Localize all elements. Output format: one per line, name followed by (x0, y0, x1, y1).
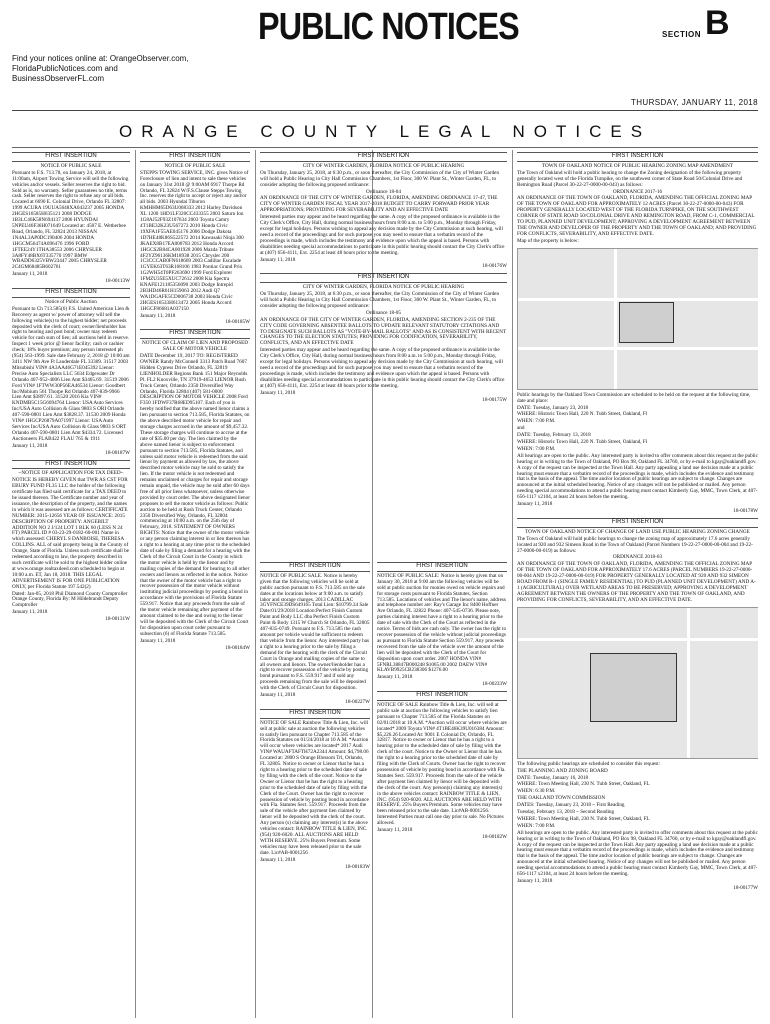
notice-tax-deed (12, 460, 130, 624)
schedule-line: WHERE: Historic Town Hall, 220 N. Tubb Street, Oakland, Fl (517, 411, 648, 418)
ordinance-text: AN ORDINANCE OF THE TOWN OF OAKLAND, FLORIDA, AMENDING THE OFFICIAL ZONING MAP OF THE TOWN OF OAKLAND FOR APPROXIMATELY 17.6 ACRES (PARCEL NUMBERS 19-22-27-0000-00-004 AND 19-22-27-0000-00-019) FOR PROPERTY GENERALLY LOCATED AT 920 AND 932 SIMEON ROAD FROM R-1 (SINGLE FAMILY RESIDENTIAL) TO PUD (PLANNED UNIT DEVELOPMENT) AND A-1 (AGRICULTURAL) OVER WETLAND AREAS TO BE PRESERVED; APPROVING A DEVELOPMENT AGREEMENT BETWEEN THE OWNERS OF THE PROPERTY AND THE TOWN OF OAKLAND, AND PROVIDING FOR CONFLICTS, SEVERABILITY, AND AN EFFECTIVE DATE. (517, 561, 756, 603)
masthead-rule (12, 110, 758, 111)
notice-date: January 11, 2018 (140, 312, 176, 319)
notice-rainbow-title-1 (260, 709, 370, 871)
notice-signature: Dated: Jan-05, 2018 Phil Diamond County Comptroller Orange County, Florida By: M Hildebrandt Deputy Comptroller (12, 590, 128, 609)
notice-body: Pursuant to F.S. 713.78, on January 24, 2018, at 11:00am, Airport Towing Service will sell the following vehicles and/or vessels. Seller reserves the right to bid. Sold as is, no warranty. Seller guarantees no title, terms cash. Seller reserves the right to refuse any or all bids. Located at 6690 E. Colonial Drive, Orlando FL 32807: 1999 ACURA 19UUA5648XA043237 2005 HONDA 2HGES16585H635121 2008 DODGE 1B3LC46K58N694137 2006 HYUNDAI 5NPEU46F36H071649 Located at: 4507 E. Wetherbee Road, Orlando, FL 32824 2013 NISSAN 1N4AL3AP0DC190406 2004 HONDA 1HGCM56474A096476 1996 FORD 1FTEE24Y1THA38553 2006 CHRYSLER 3A8FY48BX6T335770 1997 BMW WBADD6325VBW23447 2005 CHRYSLER 2C4GM68485R602761 (12, 169, 129, 271)
schedule-line: THE OAKLAND TOWN COMMISSION (517, 795, 606, 802)
notice-body: On Thursday, January 25, 2018, at 6:30 p.m., or soon thereafter, the City Commission of the City of Winter Garden will hold a Public Hearing in City Hall Commission Chambers, 1st Floor, 300 W. Plant St., Winter Garden, FL, to consider adopting the following proposed ordinance: (260, 169, 500, 188)
page-subtitle: ORANGE COUNTY LEGAL NOTICES (118, 122, 652, 141)
schedule-line: DATE: Tuesday, January 16, 2018 (517, 774, 589, 781)
notice-date: January 11, 2018 (517, 878, 553, 884)
notice-public-sale-airport-towing (12, 152, 130, 285)
masthead-links (12, 54, 189, 84)
notice-body: NOTICE OF SALE Rainbow Title & Lien, Inc. will sell at public sale at auction the following vehicles to satisfy lien pursuant to Chapter 713.585 of the Florida Statutes on 01/24/2018 at 10 A.M. *Auction will occur where vehicles are located* 2017 Audi VIN# WAUAFTAFTH72A2344 Amount: $4,798.06 Located at: 2800 S Orange Blossom Trl, Orlando, FL 32805. Notice to owner or Lienor that he has a right to a hearing prior to the scheduled date of sale by filing with the clerk of the court. Notice to the Owner or Lienor that he has the right to a hearing prior to the scheduled date of sale by filing with the Clerk of the Court. Owner has the right to recover possession of vehicle by posting bond in accordance with Fla. Statutes Sect. 559.917. Proceeds from the sale of the vehicle after payment lien claimed by lienor will be deposited with the clerk of the court. Any person (s) claiming any interest(s) in the above vehicles contact: RAINBOW TITLE & LIEN, INC. (954) 920-6020. ALL AUCTIONS ARE HELD WITH RESERVE. 25% Buyers Premium. Some vehicles may have been released prior to the sale date. Lic#AB-0001256 (260, 719, 369, 856)
insertion-label: FIRST INSERTION (260, 709, 370, 719)
insertion-label: FIRST INSERTION (140, 329, 250, 339)
notice-title: CITY OF WINTER GARDEN, FLORIDA NOTICE OF PUBLIC HEARING (302, 162, 465, 169)
notice-body: DATE December 19, 2017 TO: REGISTERED OWNER Randy McConnell 3313 Patch Road 7607 Hidden Cypress Drive Orlando, FL 32819 LIENHOLDER Regions Bank 151 Major Reynolds Pl. FL2 Knoxville, TN 37919-4653 LIENOR Rush Truck Center, Orlando 2350 Diversified Way Orlando, Florida 32804 (407) 581-0000 DESCRIPTION OF MOTOR VEHICLE 2008 Ford F350 1FDWF37R68ED95107. Each of you is hereby notified that the above named lienor claims a lien pursuant to section 713.585, Florida Statutes, on the above described motor vehicle for repair and storage charges accrued in the amount of $9,457.32. These storage charges will continue to accrue at the rate of $35.00 per day. The lien claimed by the above named lienor is subject to enforcement pursuant to section 713.585, Florida Statutes, and unless said motor vehicle is redeemed from the said lienor by payment as allowed by law, the above described motor vehicle may be sold to satisfy the lien. If the motor vehicle is not redeemed and remains unclaimed or charges for repair and storage remain unpaid, the vehicle may be sold after 60 days free of all prior liens whatsoever, unless otherwise provided by court order. The above designated lienor proposes to sell the motor vehicle as follows: Public auction to be held at Rush Truck Center, Orlando 2350 Diversified Way, Orlando, FL 32804 commencing at 10:00 a.m. on the 25th day of February, 2018. STATEMENT OF OWNERS RIGHTS: Notice that the owner of the motor vehicle or any person claiming interest in or lien thereon has a right to a hearing at any time prior to the scheduled date of sale by filing a demand for a hearing with the Clerk of the Circuit Court in the County in which the motor vehicle is held by the lienor and by mailing copies of the demand for hearing to all other owners and lienors as reflected in the notice. Notice that the owner of the motor vehicle has a right to recover possession of the motor vehicle without instituting judicial proceedings by posting a bond in accordance with the provisions of Florida Statute 559.917. Notice that any proceeds from the sale of the motor vehicle remaining after payment of the amount claimed to be due and owing to the lienor will be deposited with the Clerk of the Circuit Court for disposition upon court order pursuant to subsection (6) of Florida Statute 713.585. (140, 353, 250, 637)
notice-ref: 18-00177W (733, 884, 758, 891)
notice-date: January 11, 2018 (260, 856, 296, 863)
notice-title: NOTICE OF CLAIM OF LIEN AND PROPOSED SALE OF MOTOR VEHICLE (141, 340, 249, 353)
insertion-label: FIRST INSERTION (517, 152, 758, 162)
subtitle-rule (12, 147, 758, 148)
notice-title: Notice of Public Auction (45, 298, 97, 305)
column-1 (12, 152, 130, 1018)
notice-title: CITY OF WINTER GARDEN, FLORIDA NOTICE OF PUBLIC HEARING (302, 284, 465, 291)
schedule-line: WHERE: Town Meeting Hall, 230 N. Tubb Street, Oakland, FL (517, 781, 650, 788)
notice-ref: 18-00113W (105, 278, 130, 285)
schedule-line: WHEN: 7:00 P.M. (517, 445, 556, 452)
notice-rainbow-title-2 (377, 691, 507, 841)
insertion-label: FIRST INSERTION (517, 518, 758, 528)
notice-title: TOWN OF OAKLAND NOTICE OF PUBLIC HEARING ZONING MAP AMENDMENT (541, 162, 734, 169)
masthead-link-line: BusinessObserverFL.com (12, 74, 105, 83)
section-title: PUBLIC NOTICES (258, 6, 519, 48)
insertion-label: FIRST INSERTION (260, 152, 507, 162)
notice-stepps-towing (140, 152, 250, 326)
notice-oakland-zoning-map (517, 152, 758, 515)
insertion-label: FIRST INSERTION (12, 288, 130, 298)
notice-date: January 11, 2018 (260, 692, 296, 699)
notice-date: January 11, 2018 (12, 271, 48, 278)
ordinance-number: ORDINANCE 2018-03 (612, 554, 663, 561)
column-5 (517, 152, 758, 1018)
map-road (518, 347, 758, 350)
notice-ref: 18-00175W (482, 396, 507, 403)
notice-title: NOTICE OF PUBLIC SALE (164, 162, 226, 169)
notice-ref: 18-00183W (345, 863, 370, 870)
notice-body: Pursuant to Ch 713.585(6) F.S. United American Lien & Recovery as agent w/ power of attorney will sell the following vehicle(s) to the highest bidder; net proceeds deposited with the clerk of court; owner/lienholder has right to hearing and post bond; owner may redeem vehicle for cash sum of lien; all auctions held in reserve. Inspect 1 week prior @ lienor facility; cash or cashier check; 18% buyer premium; any person interested ph (954) 563-1999. Sale date February 2, 2018 @ 10:00 am 3411 NW 9th Ave Ft Lauderdale FL 33309. 31517 2003 Mitsubishi VIN# 4A3AA46G71E045392 Lienor: Precise Auto Specialists LLC 5634 Edgewater Dr Orlando 407-952-4006 Lien Amt $3465.69. 31519 2006 Ford VIN# 1FTWW30P56EA46534 Lienor: Goodbert Inc/Mobium 561 Thorpe Rd Orlando 407-839-9966 Lien Amt $3897.61. 31520 2016 Kia VIN# KNDMB5C15G6094764 Lienor: USA Auto Services Inc/USA Auto Collision & Glass 9803 S ORI Orlando 407-590-0801 Lien Amt $3828.37. 31530 2009 Honda VIN# 1HGCP26879A071997 Lienor: USA Auto Services Inc/USA Auto Collision & Glass 9803 S ORT Orlando 407-590-0801 Lien Amt $4334.72. Licensed Auctioneers FLAB422 FLAU 765 & 1911 (12, 305, 130, 442)
notice-ref: 18-00227W (345, 698, 370, 705)
insertion-label: FIRST INSERTION (377, 562, 507, 572)
schedule-line: DATE: Tuesday, January 23, 2018 (517, 404, 589, 411)
schedule-line: WHEN: 6:30 P.M. (517, 788, 556, 795)
issue-date: THURSDAY, JANUARY 11, 2018 (630, 98, 758, 107)
notice-body: NOTICE OF SALE Rainbow Title & Lien, Inc. will sell at public sale at auction the following vehicles to satisfy lien pursuant to Chapter 713.585 of the Florida Statutes on 02/01/2018 at 10 A.M. *Auction will occur where vehicles are located* 2009 Toyota VIN# 4T1BE46K39U016384 Amount: $5,226.26 Located At: 9001 E Colonial Dr, Orlando, FL 32817. Notice to owner or Lienor that he has a right to a hearing prior to the scheduled date of sale by filing with the clerk of the court. Notice to the Owner or Lienor that he has the right to a hearing prior to the scheduled date of sale by filing with the Clerk of Courts. Owner has the right to recover possession of vehicle by posting bond in accordance with Fla. Statutes Sect. 559.917. Proceeds from the sale of the vehicle after payment lien claimed by lienor will be deposited with the clerk of the court. Any person(s) claiming any interest(s) in the above vehicles contact: RAINBOW TITLE & LIEN, INC. (954) 920-6020. ALL AUCTIONS ARE HELD WITH RESERVE. 25% Buyers Premium. Some vehicles may have been released prior to the sale date. Lic#AB-0001256. Interested Parties must call one day prior to sale. No Pictures allowed. (377, 702, 507, 827)
notice-rays-garage-sale (377, 562, 507, 688)
schedule-line: DATE: Tuesday, February 13, 2018 (517, 432, 591, 439)
hearing-schedule (517, 406, 758, 453)
notice-body: The Town of Oakland will hold public hearings to change the zoning map of approximately 17.6 acres generally located at 920 and 932 Simeon Road in the Town of Oakland (Parcel Numbers 19-22-27-0000-00-004 and 19-22-27-0000-00-019) as follows: (517, 535, 753, 554)
notice-date: January 11, 2018 (377, 827, 413, 834)
masthead-link-line: Find your notices online at: OrangeObserver.com, (12, 54, 189, 63)
insertion-label: FIRST INSERTION (140, 152, 250, 162)
schedule-line: WHEN: 7:00 P.M. (517, 822, 556, 829)
schedule-line: THE PLANNING AND ZONING BOARD (517, 767, 608, 774)
notice-title: ~NOTICE OF APPLICATION FOR TAX DEED~ (18, 470, 124, 477)
schedule-line: Tuesday, February 13, 2018 ~ Second Reading (517, 809, 615, 816)
map-road (518, 638, 758, 641)
notice-claim-of-lien (140, 329, 250, 651)
notice-ref: 18-00178W (733, 508, 758, 514)
notice-date: January 11, 2018 (377, 674, 413, 681)
notice-date: January 11, 2018 (12, 442, 48, 449)
insertion-label: FIRST INSERTION (377, 691, 507, 701)
notice-winter-garden-18-05 (260, 273, 507, 403)
column-3 (260, 562, 370, 1018)
hearing-intro: The following public hearings are scheduled to consider this request: (517, 760, 661, 767)
ordinance-number: Ordinance 18-05 (365, 309, 401, 316)
map-road (614, 249, 617, 389)
property-map (517, 248, 758, 390)
insertion-label: FIRST INSERTION (260, 273, 507, 283)
insertion-label: FIRST INSERTION (260, 562, 370, 572)
notice-date: January 11, 2018 (260, 256, 296, 263)
notice-perfect-finish-sale (260, 562, 370, 706)
notice-ref: 18-00176W (482, 263, 507, 270)
notice-date: January 11, 2018 (260, 389, 296, 396)
column-2 (140, 152, 250, 1018)
notice-body: STEPPS TOWING SERVICE, INC. gives Notice of Foreclosure of lien and intent to sale these vehicles on January 31st 2018 @ 9:00AM 6917 Thorpe Rd Orlando, FL 32824 W/F.S.Clause Stepps Towing Inc. reserves the right to accept or reject any and/or all bids. 2003 Hyundai Tiburon KMHHM65D63U068333 2012 Harley Davidson XL 1200 1HD1LF320CC433355 2003 Saturn Ion 1G8AJ52F93Z107634 2003 Toyota Camry 4T1BE32K23U567272 2010 Honda Civic 19XFA1F55AE045176 2006 Dodge Dakota 1D7HE48K86S522572 2014 Kawasaki Ninja 300 JKAEX8B17EA000783 2012 Honda Accord 1HGCS2B84CA001928 2006 Mazda Tribute 4F2YZ96136KM18938 2015 Chrysler 200 1C3CCCAB0FN618669 2003 Cadillac Escalade 1GYEK63T63R168106 1983 Pontiac Grand Prix 1G2WH54T0PF263690 1999 Ford Explorer 1FMZU35E5XUC72612 2008 Kia Spectra KNAFE121185356090 2003 Dodge Intrepid 2B3HD46R61H159063 2012 Audi Q7 WA1DGAFE5CD006738 2003 Honda Civic 2HGES16533H613472 2005 Honda Accord 1HGCF86681A037150 (140, 169, 249, 312)
notice-body: The Town of Oakland will hold a public hearing to change the Zoning designation of the following property generally located west of the Florida Turnpike, on the southwest corner of State Road 50/Colonial Drive and Remington Road (Parcel 30-22-27-0000-00-043) as follows: (517, 169, 743, 188)
schedule-line: and (517, 425, 525, 432)
notice-body-2: All hearings are open to the public. Any interested party is invited to offer comments about this request at the public hearing or in writing to the Town of Oakland, PO Box 98, Oakland FL 34760, or by e-mail to kgay@oaklandfl.gov. A copy of the request can be inspected at the Town Hall. Any party appealing a land use decision made at a public hearing must ensure that a verbatim record of the proceedings is made, which includes the evidence and testimony that is the basis of the appeal. The time and/or location of public hearings are subject to change. Changes are announced at the initial scheduled hearing. Notice of any changes will not be published or mailed. Any person needing special accommodations to attend a public hearing must contact Kimberly Gay, MMC, Town Clerk, at 407-656-1117 x2104, at least 24 hours before the meeting. (517, 829, 758, 878)
ordinance-number: ORDINANCE 2017-16 (612, 188, 663, 195)
notice-ref: 18-00184W (225, 644, 250, 651)
section-label: SECTION (662, 30, 702, 39)
notice-title: NOTICE OF PUBLIC SALE (40, 162, 102, 169)
schedule-line: WHERE: Historic Town Hall, 220 N. Tubb Street, Oakland, Fl (517, 439, 648, 446)
schedule-line: WHERE: Town Meeting Hall, 230 N. Tubb Street, Oakland, FL (517, 815, 650, 822)
map-road (518, 298, 758, 301)
notice-body-2: All hearings are open to the public. Any interested party is invited to offer comments about this request at the public hearing or in writing to the Town of Oakland, PO Box 98, Oakland FL 34760, or by e-mail to kgay@oaklandfl.gov. A copy of the request can be inspected at the Town Hall. Any party appealing a land use decision made at a public hearing must ensure that a verbatim record of the proceedings is made, which includes the evidence and testimony that is the basis of the appeal. The time and/or location of public hearings are subject to change. Changes are announced at the initial scheduled hearing. Notice of any changes will not be published or mailed. Any person needing special accommodations to attend a public hearing must contact Kimberly Gay, MMC, Town Clerk, at 407-656-1117 x2104, at least 24 hours before the meeting. (517, 452, 758, 501)
notice-date: January 11, 2018 (517, 501, 553, 508)
notice-body-2: Interested parties may appear and be heard regarding the same. A copy of the proposed ordinance is available in the City Clerk's Office, City Hall, during normal business hours from 8:00 a.m. to 5:00 p.m., Monday through Friday, except for legal holidays. Persons wishing to appeal any decision made by the City Commission at such hearing, will need a record of the proceedings and for such purpose you may need to ensure that a verbatim record of the proceedings is made, which includes the testimony and evidence upon which the appeal is based. Persons with disabilities needing special accommodations to participate in this public hearing should contact the City Clerk's office at (407) 656-4111, Ext. 2254 at least 48 hours prior to the meeting. (260, 214, 505, 256)
notice-ref: 18-00182W (482, 833, 507, 840)
masthead-link-line: FloridaPublicNotices.com and (12, 64, 118, 73)
schedule-line: WHEN: 7:00 P.M. (517, 418, 556, 425)
section-letter: B (705, 4, 730, 42)
map-road (687, 608, 690, 758)
notice-body-2: Interested parties may appear and be heard regarding the same. A copy of the proposed ordinance is available in the City Clerk's Office, City Hall, during normal business hours from 8:00 a.m. to 5:00 p.m., Monday through Friday, except for legal holidays. Persons wishing to appeal any decision made by the City Commission at such hearing, will need a record of the proceedings and for such purpose you may need to ensure that a verbatim record of the proceedings is made, which includes the testimony and evidence upon which the appeal is based. Persons with disabilities needing special accommodations to participate in this public hearing should contact the City Clerk's office at (407) 656-4111, Ext. 2254 at least 48 hours prior to the meeting. (260, 347, 505, 389)
map-parcel (619, 302, 674, 343)
column-4 (377, 562, 507, 1018)
ordinance-text: AN ORDINANCE OF THE CITY OF WINTER GARDEN, FLORIDA, AMENDING ORDINANCE 17-47, THE CITY OF WINTER GARDEN FISCAL YEAR 2017-2018 BUDGET TO CARRY FORWARD PRIOR YEAR APPROPRIATIONS; PROVIDING FOR SEVERABILITY AND AN EFFECTIVE DATE (260, 195, 498, 214)
ordinance-number: Ordinance 18-04 (365, 188, 401, 195)
ordinance-text: AN ORDINANCE OF THE TOWN OF OAKLAND, FLORIDA, AMENDING THE OFFICIAL ZONING MAP OF THE TOWN OF OAKLAND FOR APPROXIMATELY 12 ACRES (Parcel 30-22-27-0000-00-043) FOR PROPERTY GENERALLY LOCATED WEST OF THE FLORIDA TURNPIKE, ON THE SOUTHWEST CORNER OF STATE ROAD 50/COLONIAL DRIVE AND REMINGTON ROAD, FROM C-1, COMMERCIAL TO PUD, PLANNED UNIT DEVELOPMENT; APPROVING A DEVELOPMENT AGREEMENT BETWEEN THE OWNER AND DEVELOPER OF THE PROPERTY AND THE TOWN OF OAKLAND; AND PROVIDING FOR CONFLICTS, SEVERABILITY, AND EFFECTIVE DATE. (517, 195, 757, 237)
notice-oakland-land-use (517, 518, 758, 892)
notice-ref: 18-00131W (105, 616, 130, 623)
map-caption: Map of the property is below: (517, 237, 579, 244)
notice-body: NOTICE IS HEREBY GIVEN that TWR AS CST FOR EBURY FUND FL35 LLC the holder of the following certificate has filed said certificate for a TAX DEED to be issued thereon. The Certificate number and year of issuance, the description of the property, and the names in which it was assessed are as follows: CERTIFICATE NUMBER: 2015-12656 YEAR OF ISSUANCE: 2015 DESCRIPTION OF PROPERTY: ANGEBILT ADDITION NO 2 J/124 LOT 1 BLK 60 (LESS N 24 FT) PARCEL ID # 03-23-29-0182-60-001 Name in which assessed: CHERYL S DANBOISE, THERESA COLLINS. ALL of said property being in the County of Orange, State of Florida. Unless such certificate shall be redeemed according to law, the property described in such certificate will be sold to the highest bidder online at www.orange.realtaxdeed.com scheduled to begin at 10:00 a.m. ET, Jan 18, 2018. THIS LEGAL ADVERTISEMENT IS FOR ONE PUBLICATION ONLY, per Florida Statute 197.542(2) (12, 477, 129, 590)
notice-ref: 18-00187W (105, 449, 130, 456)
schedule-line: DATES: Tuesday, January 23, 2018 ~ First Reading (517, 802, 625, 809)
notice-ref: 18-00233W (482, 681, 507, 688)
column-divider (135, 150, 136, 1018)
notice-date: January 11, 2018 (140, 637, 176, 644)
notice-body: On Thursday, January 25, 2018, at 6:30 p.m., or soon thereafter, the City Commission of the City of Winter Garden will hold a Public Hearing in City Hall Commission Chambers, 1st Floor, 300 W. Plant St., Winter Garden, FL, to consider adopting the following proposed ordinance: (260, 291, 500, 309)
notice-public-auction (12, 288, 130, 456)
insertion-label: FIRST INSERTION (12, 460, 130, 470)
notice-date: January 11, 2018 (12, 609, 48, 616)
masthead (0, 0, 770, 112)
notice-winter-garden-18-04 (260, 152, 507, 270)
column-divider (512, 150, 513, 1018)
property-map (517, 607, 758, 759)
ordinance-text: AN ORDINANCE OF THE CITY OF WINTER GARDEN, FLORIDA, AMENDING SECTION 2-235 OF THE CITY CODE GOVERNING ABSENTEE BALLOTS TO UPDATE RELEVANT STATUTORY CITATIONS AND TO DESIGNATE SUCH BALLOTS AS "VOTE-BY-MAIL BALLOTS" AND AS IS CONSISTENT WITH RECENT CHANGES TO THE ELECTION STATUTES; PROVIDING FOR CODIFICATION, SEVERABILITY, CONFLICTS, AND AN EFFECTIVE DATE (260, 316, 507, 347)
notice-ref: 18-00185W (225, 319, 250, 326)
notice-title: TOWN OF OAKLAND NOTICE OF CHANGE OF LAND USE PUBLIC HEARING ZONING CHANGE (525, 528, 750, 535)
notice-body: NOTICE OF PUBLIC SALE. Notice is hereby given that the following vehicles will be sold at public auction pursuant to F.S. 713.585 on the sale dates at the locations below at 9:00 a.m. to satisfy labor and storage charges. 2013 CADILLAC 3GYFNCE39DS649165 Total Lien: $10799.34 Sale Date:01/29/2018 Location:Perfect Finish Custom Paint and Body LLC dba Perfect Finish Custom Paint & Body 1315 W Church St Orlando, FL 32805 407-835-0749. Pursuant to F.S. 713.585 the cash amount per vehicle would be sufficient to redeem that vehicle from the lienor. Any interested party has a right to a hearing prior to the sale by filing a demand for the hearing with the clerk of the Circuit Court in Orange and mailing copies of the same to all owners and lienors. The owner/lienholder has a right to recover possession of the vehicle by posting bond pursuant to F.S. 559.917 and if sold any proceeds remaining from the sale will be deposited with the Clerk of Circuit Court for disposition. (260, 572, 370, 692)
column-divider (255, 150, 256, 1018)
map-parcel (590, 653, 676, 723)
insertion-label: FIRST INSERTION (12, 152, 130, 162)
hearing-schedule (517, 769, 758, 830)
column-3-4-span (260, 152, 507, 560)
hearing-intro: Public hearings by the Oakland Town Commission are scheduled to be held on the request at the following time, date and place: (517, 391, 751, 404)
notice-body: NOTICE OF PUBLIC SALE: Notice is hereby given that on January 30, 2018 at 9:00 am the following vehicles will be sold at public auction for monies owed on vehicle repairs and for storage costs pursuant to Florida Statutes, Section 713.585. Locations of vehicles and The lienor's name, address and telephone number are: Ray's Garage Inc 8400 Hoffner Ave Orlando, FL 32822 Phone: 407-545-0736. Please note, parties claiming interest have a right to a hearing prior to the date of sale with the Clerk of the Court as reflected in the notice. Terms of bids are cash only. The owner has the right to recover possession of the vehicle without judicial proceedings as pursuant to Florida Statute Section 559.917. Any proceeds recovered from the sale of the vehicle over the amount of the lien will be deposited with the Clerk of the Court for disposition upon court order. 2007 HONDA VIN# 5FNRL38847B000248 $1065.00 2002 DAEW VIN# KLAVB9925CB238306 $1276.00 (377, 572, 507, 674)
